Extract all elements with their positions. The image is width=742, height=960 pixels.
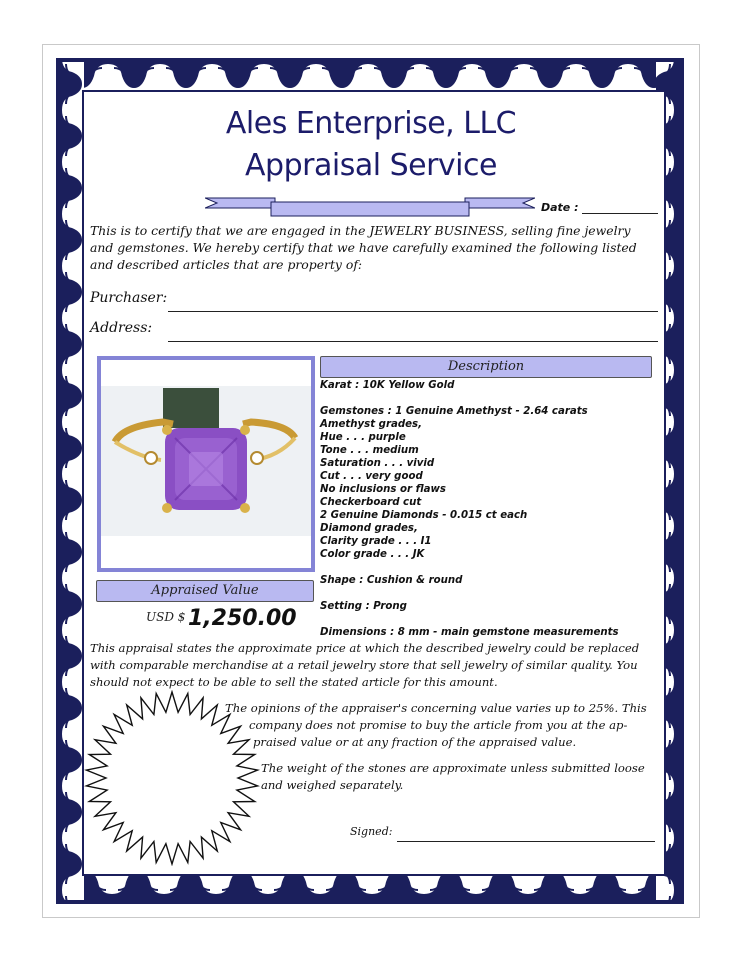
purchaser-label: Purchaser: bbox=[90, 290, 168, 306]
statement-line: with comparable merchandise at a retail jewelry store that sell jewelry of similar quality. You bbox=[90, 658, 638, 672]
description-line: Color grade . . . JK bbox=[320, 549, 425, 560]
ring-photo-frame bbox=[97, 356, 315, 572]
intro-line: and described articles that are property of: bbox=[90, 257, 363, 272]
setting-line: Setting : Prong bbox=[320, 601, 407, 612]
description-line: Karat : 10K Yellow Gold bbox=[320, 380, 455, 391]
description-line: Clarity grade . . . I1 bbox=[320, 536, 432, 547]
service-title: Appraisal Service bbox=[245, 148, 497, 183]
ring-photo bbox=[101, 360, 311, 568]
opinion-line: The opinions of the appraiser's concerning value varies up to 25%. This bbox=[225, 701, 647, 715]
description-line: Gemstones : 1 Genuine Amethyst - 2.64 carats bbox=[320, 406, 588, 417]
shape-line: Shape : Cushion & round bbox=[320, 575, 463, 586]
description-line: Checkerboard cut bbox=[320, 497, 422, 508]
intro-line: and gemstones. We hereby certify that we have carefully examined the following listed bbox=[90, 240, 637, 255]
appraised-amount: 1,250.00 bbox=[188, 606, 297, 631]
description-line: Diamond grades, bbox=[320, 523, 418, 534]
description-line: Hue . . . purple bbox=[320, 432, 406, 443]
description-heading: Description bbox=[320, 356, 652, 378]
description-line: No inclusions or flaws bbox=[320, 484, 446, 495]
description-line: 2 Genuine Diamonds - 0.015 ct each bbox=[320, 510, 528, 521]
statement-line: This appraisal states the approximate price at which the described jewelry could be replaced bbox=[90, 641, 640, 655]
description-line: Saturation . . . vivid bbox=[320, 458, 435, 469]
address-label: Address: bbox=[90, 320, 153, 336]
opinion-line: company does not promise to buy the article from you at the ap- bbox=[249, 718, 628, 732]
date-field[interactable] bbox=[582, 213, 658, 214]
appraisal-statement bbox=[90, 640, 662, 691]
appraised-value-heading: Appraised Value bbox=[96, 580, 314, 602]
description-line: Cut . . . very good bbox=[320, 471, 423, 482]
stone-weight-note bbox=[261, 760, 645, 794]
description-line: Tone . . . medium bbox=[320, 445, 419, 456]
currency-label: USD $ bbox=[146, 610, 186, 624]
weight-line: The weight of the stones are approximate unless submitted loose bbox=[261, 761, 645, 775]
company-title: Ales Enterprise, LLC bbox=[225, 106, 517, 141]
purchaser-field[interactable] bbox=[168, 311, 658, 312]
certification-intro bbox=[90, 222, 660, 273]
signed-label: Signed: bbox=[350, 825, 393, 838]
weight-line: and weighed separately. bbox=[261, 778, 404, 792]
opinion-line: praised value or at any fraction of the appraised value. bbox=[253, 735, 577, 749]
description-line: Amethyst grades, bbox=[320, 419, 422, 430]
appraiser-opinion bbox=[225, 700, 647, 751]
statement-line: should not expect to be able to sell the stated article for this amount. bbox=[90, 675, 498, 689]
address-field[interactable] bbox=[168, 341, 658, 342]
intro-line: This is to certify that we are engaged in the JEWELRY BUSINESS, selling fine jewelry bbox=[90, 223, 631, 238]
amethyst-ring-image bbox=[101, 360, 311, 568]
dimensions-line: Dimensions : 8 mm - main gemstone measurements bbox=[320, 627, 619, 638]
signature-field[interactable] bbox=[397, 841, 655, 842]
title-ribbon bbox=[205, 194, 535, 218]
date-label: Date : bbox=[541, 201, 579, 214]
